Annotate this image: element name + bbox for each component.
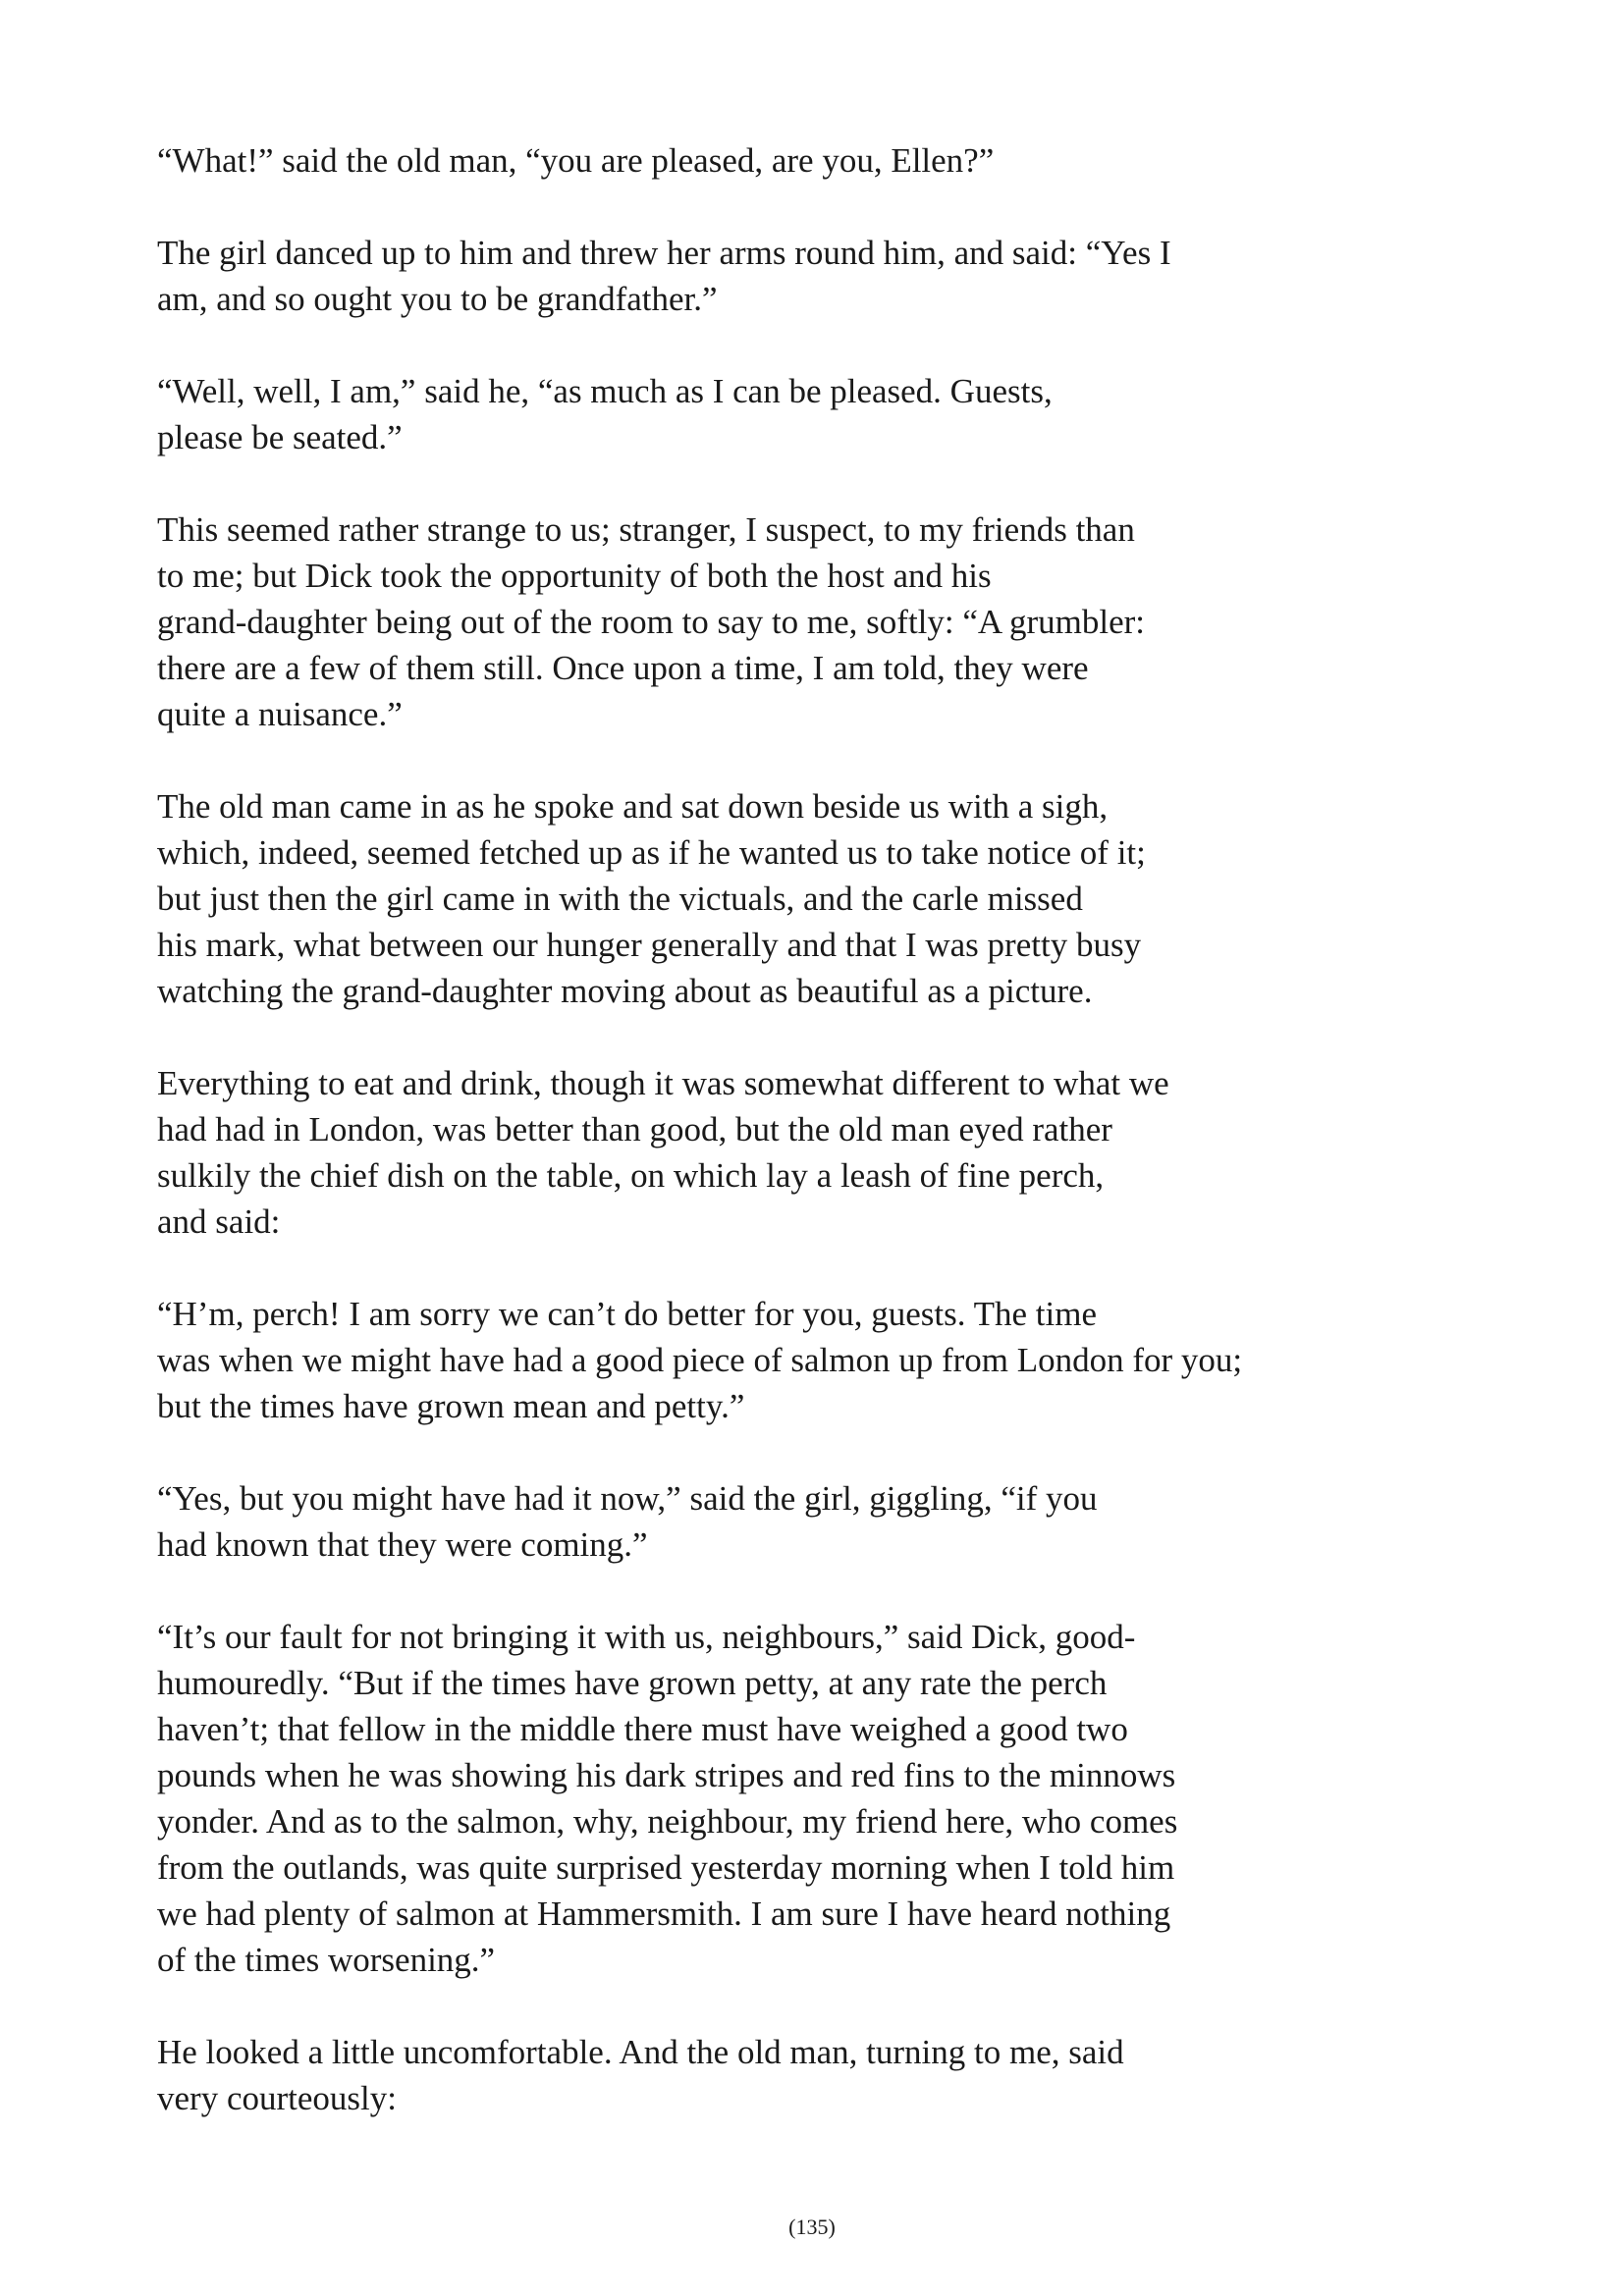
- text-line: pounds when he was showing his dark stripes and red fins to the minnows: [157, 1756, 1176, 1794]
- text-line: to me; but Dick took the opportunity of both the host and his: [157, 557, 992, 595]
- paragraph: [157, 1291, 1463, 1429]
- text-line: and said:: [157, 1202, 281, 1241]
- text-line: This seemed rather strange to us; stranger, I suspect, to my friends than: [157, 510, 1135, 549]
- text-line: from the outlands, was quite surprised yesterday morning when I told him: [157, 1848, 1175, 1887]
- text-line: “Well, well, I am,” said he, “as much as I can be pleased. Guests,: [157, 372, 1053, 410]
- text-line: had had in London, was better than good, but the old man eyed rather: [157, 1110, 1112, 1148]
- paragraph: [157, 783, 1463, 1014]
- text-line: had known that they were coming.”: [157, 1525, 648, 1564]
- page-number: (135): [788, 2215, 836, 2239]
- text-line: “Yes, but you might have had it now,” said the girl, giggling, “if you: [157, 1479, 1098, 1518]
- text-line: He looked a little uncomfortable. And the old man, turning to me, said: [157, 2033, 1124, 2071]
- text-line: “It’s our fault for not bringing it with us, neighbours,” said Dick, good-: [157, 1618, 1136, 1656]
- paragraph: [157, 230, 1463, 322]
- text-line: but just then the girl came in with the victuals, and the carle missed: [157, 880, 1083, 918]
- text-line: was when we might have had a good piece of salmon up from London for you;: [157, 1341, 1243, 1379]
- paragraph: [157, 1614, 1463, 1983]
- text-line: grand-daughter being out of the room to say to me, softly: “A grumbler:: [157, 603, 1146, 641]
- text-line: sulkily the chief dish on the table, on which lay a leash of fine perch,: [157, 1156, 1105, 1195]
- text-line: am, and so ought you to be grandfather.”: [157, 280, 718, 318]
- body-text: [157, 137, 1463, 2167]
- text-line: Everything to eat and drink, though it was somewhat different to what we: [157, 1064, 1169, 1102]
- text-line: haven’t; that fellow in the middle there must have weighed a good two: [157, 1710, 1128, 1748]
- text-line: yonder. And as to the salmon, why, neighbour, my friend here, who comes: [157, 1802, 1178, 1841]
- paragraph: [157, 368, 1463, 460]
- text-line: of the times worsening.”: [157, 1941, 496, 1979]
- text-line: “What!” said the old man, “you are pleased, are you, Ellen?”: [157, 141, 995, 180]
- text-line: quite a nuisance.”: [157, 695, 403, 733]
- text-line: which, indeed, seemed fetched up as if he wanted us to take notice of it;: [157, 833, 1146, 872]
- text-line: humouredly. “But if the times have grown petty, at any rate the perch: [157, 1664, 1108, 1702]
- text-line: The girl danced up to him and threw her arms round him, and said: “Yes I: [157, 234, 1171, 272]
- text-line: watching the grand-daughter moving about as beautiful as a picture.: [157, 972, 1093, 1010]
- paragraph: [157, 2029, 1463, 2121]
- text-line: his mark, what between our hunger generally and that I was pretty busy: [157, 926, 1142, 964]
- paragraph: [157, 1475, 1463, 1568]
- paragraph: [157, 1060, 1463, 1245]
- paragraph: [157, 507, 1463, 737]
- text-line: we had plenty of salmon at Hammersmith. I am sure I have heard nothing: [157, 1895, 1171, 1933]
- text-line: “H’m, perch! I am sorry we can’t do better for you, guests. The time: [157, 1295, 1098, 1333]
- text-line: there are a few of them still. Once upon a time, I am told, they were: [157, 649, 1089, 687]
- text-line: but the times have grown mean and petty.”: [157, 1387, 745, 1425]
- text-line: please be seated.”: [157, 418, 403, 456]
- text-line: very courteously:: [157, 2079, 397, 2117]
- text-line: The old man came in as he spoke and sat down beside us with a sigh,: [157, 787, 1109, 826]
- paragraph: [157, 137, 1463, 184]
